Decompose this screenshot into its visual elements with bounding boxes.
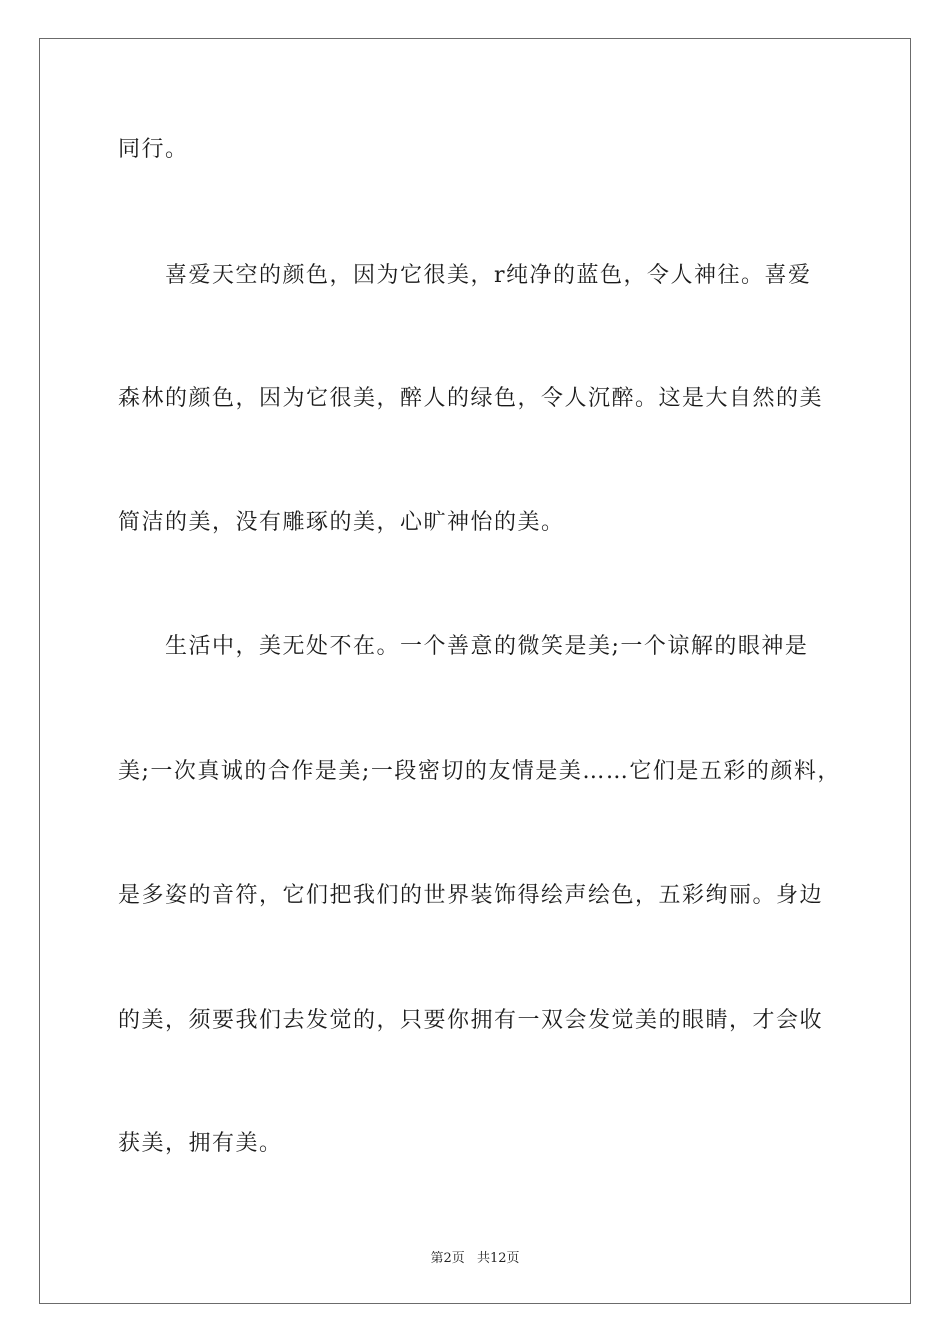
page-border (39, 38, 911, 1304)
paragraph-line: 生活中，美无处不在。一个善意的微笑是美;一个谅解的眼神是 (165, 634, 809, 659)
paragraph-line: 喜爱天空的颜色，因为它很美，r纯净的蓝色，令人神往。喜爱 (165, 263, 812, 288)
paragraph-line: 获美，拥有美。 (118, 1131, 283, 1156)
paragraph-line: 同行。 (118, 137, 189, 162)
paragraph-line: 的美，须要我们去发觉的，只要你拥有一双会发觉美的眼睛，才会收 (118, 1008, 824, 1033)
page-total: 共12页 (476, 1251, 520, 1266)
paragraph-line: 森林的颜色，因为它很美，醉人的绿色，令人沉醉。这是大自然的美 (118, 386, 824, 411)
paragraph-line: 美;一次真诚的合作是美;一段密切的友情是美……它们是五彩的颜料， (118, 759, 841, 784)
paragraph-line: 是多姿的音符，它们把我们的世界装饰得绘声绘色，五彩绚丽。身边 (118, 883, 824, 908)
page-footer (0, 1247, 950, 1266)
page-number: 第2页 (430, 1251, 465, 1266)
paragraph-line: 简洁的美，没有雕琢的美，心旷神怡的美。 (118, 510, 565, 535)
